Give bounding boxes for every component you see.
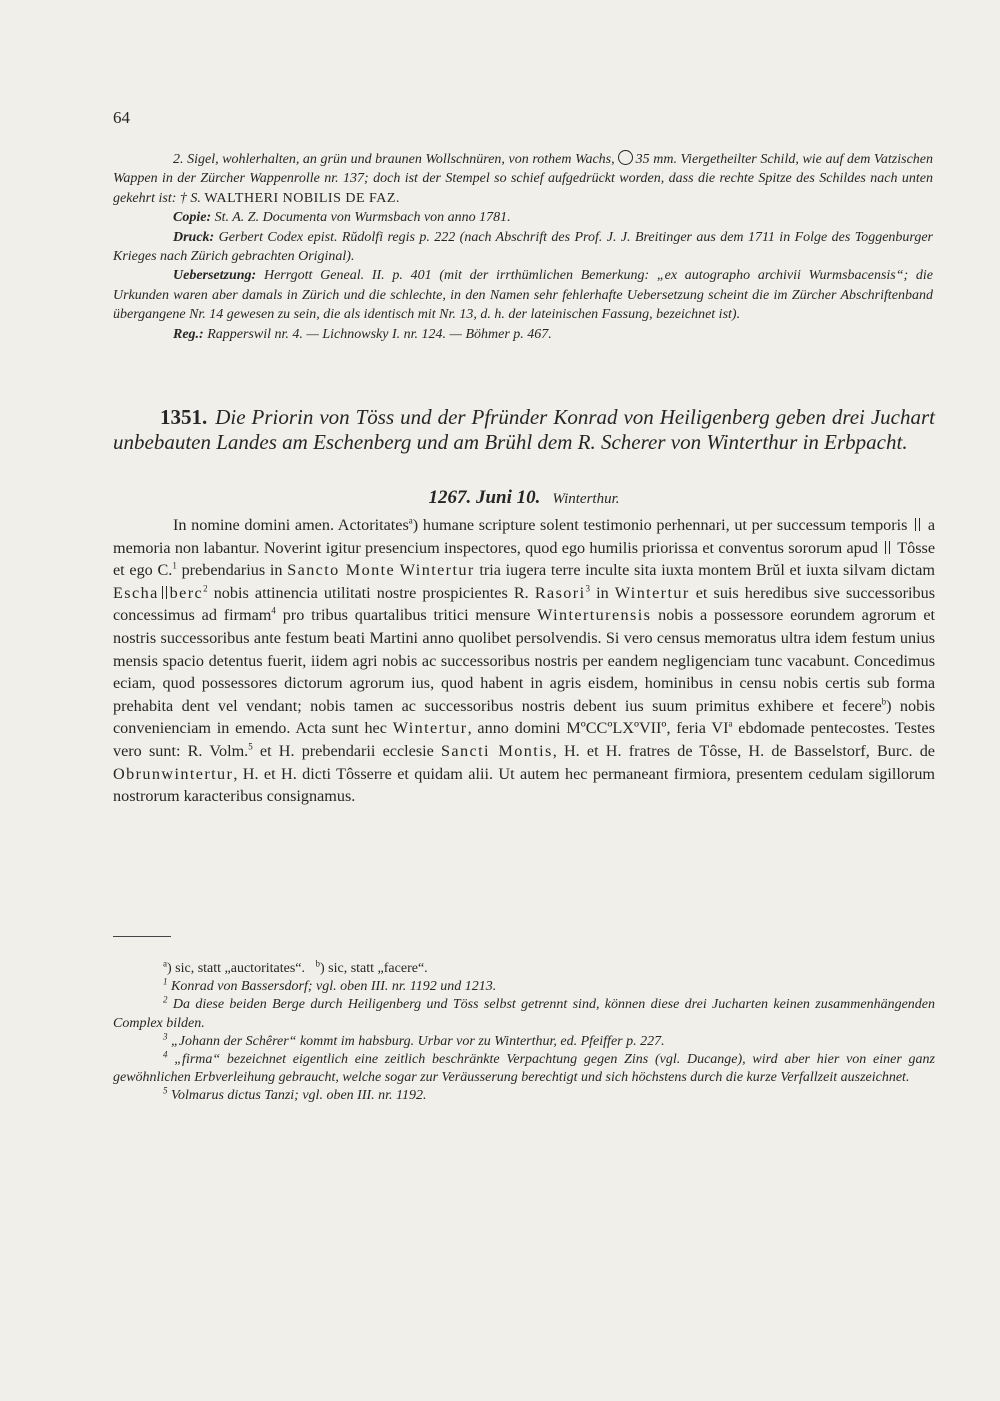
- previous-document-notes: [113, 150, 933, 344]
- document-number: 1351.: [160, 405, 208, 429]
- uebersetzung-note: Uebersetzung: Herrgott Geneal. II. p. 401 (mit der irrthümlichen Bemerkung: „ex autographo archivii Wurmsbacensis“; die Urkunden waren aber damals in Zürich und die schlechte, in den Namen sehr fehlerhafte Uebersetzung scheint die im Zürcher Abschriftenband übergangene Nr. 14 gewesen zu sein, die als identisch mit Nr. 13, d. h. der lateinischen Fassung, bezeichnet ist).: [113, 268, 934, 323]
- line-break-marker: [915, 518, 920, 531]
- latin-charter-text: [113, 514, 935, 808]
- footnote-2: $^2$ Da diese beiden Berge durch Heiligenberg und Töss selbst getrennt sind, können diese drei Jucharten keinen zusammenhängenden Complex bilden.: [113, 994, 936, 1031]
- druck-note: Druck: Gerbert Codex epist. Rŭdolfi regis p. 222 (nach Abschrift des Prof. J. J. Breitinger aus dem 1711 in Folge des Toggenburger Krieges nach Zürich gebrachten Original).: [113, 229, 934, 265]
- footnote-divider: [113, 936, 171, 937]
- footnote-5: $^5$ Volmarus dictus Tanzi; vgl. oben III. nr. 1192.: [163, 1085, 427, 1104]
- regest-note: Reg.: Rapperswil nr. 4. — Lichnowsky I. nr. 124. — Böhmer p. 467.: [173, 326, 552, 342]
- footnote-4: $^4$ „firma“ bezeichnet eigentlich eine zeitlich beschränkte Verpachtung gegen Zins (vgl. Ducange), wird aber hier von einer ganz gewöhnlichen Erbverleihung gebraucht, welche sogar zur Veräusserung berechtigt und sich höchstens durch die kurze Verfallzeit auszeichnet.: [113, 1049, 936, 1086]
- document-place: Winterthur.: [552, 491, 620, 507]
- charter-paragraph: In nomine domini amen. Actoritates$^a$) humane scripture solent testimonio perhennari, ut per successum temporis a memoria non labantur. Noverint igitur presencium inspectores, quod ego humilis priorissa et conventus sororum apud Tôsse et ego C.$^1$ prebendarius in Sancto Monte Wintertur tria iugera terre inculte sita iuxta montem Brŭl et iuxta silvam dictam Escha berc$^2$ nobis attinencia utilitati nostre prospicientes R. Rasori$^3$ in Wintertur et suis heredibus sive successoribus concessimus ad firmam$^4$ pro tribus quartalibus tritici mensure Winterturensis nobis a possessore eorundem agrorum et nostris successoribus ante festum beati Martini anno quolibet persolvendis. Si vero census memoratus ultra idem festum unius mensis spacio detentus fuerit, iidem agri nobis ac successoribus nostris per eandem negligenciam tunc vacabunt. Concedimus eciam, quod possessores dictorum agrorum ius, quod habent in agris eisdem, hominibus in censu nobis certis sub forma prehabita dent vel vendant; nobis tamen ac successoribus nostris debent ius suum primitus exhibere et fecere$^b$) nobis convenienciam in emendo. Acta sunt hec Wintertur, anno domini MºCCºLXºVIIº, feria $VI^a$ ebdomade pentecostes. Testes vero sunt: R. Volm.$^5$ et H. prebendarii ecclesie Sancti Montis, H. et H. fratres de Tôsse, H. de Basselstorf, Burc. de Obrunwintertur, H. et H. dicti Tôsserre et quidam alii. Ut autem hec permaneant firmiora, presentem cedulam sigillorum nostrorum karacteribus consignamus.: [113, 515, 936, 806]
- document-title: Die Priorin von Töss und der Pfründer Konrad von Heiligenberg geben drei Juchart unbebauten Landes am Eschenberg und am Brühl dem R. Scherer von Winterthur in Erbpacht.: [113, 405, 935, 454]
- copie-note: Copie: St. A. Z. Documenta von Wurmsbach von anno 1781.: [173, 210, 511, 226]
- line-break-marker: [885, 541, 890, 554]
- seal-description: 2. Sigel, wohlerhalten, an grün und braunen Wollschnüren, von rothem Wachs, 35 mm. Viergetheilter Schild, wie auf dem Vatzischen Wappen in der Zürcher Wappenrolle nr. 137; doch ist der Stempel so schief aufgedrückt worden, dass die rechte Spitze des Schildes nach unten gekehrt ist: † S. WALTHERI NOBILIS DE FAZ.: [113, 152, 934, 206]
- footnote-ab: $^a$) sic, statt „auctoritates“. $^b$) sic, statt „facere“.: [163, 958, 428, 976]
- circle-icon: [618, 150, 633, 165]
- footnote-3: $^3$ „Johann der Schêrer“ kommt im habsburg. Urbar vor zu Winterthur, ed. Pfeiffer p. 227.: [163, 1031, 665, 1049]
- footnote-1: $^1$ Konrad von Bassersdorf; vgl. oben III. nr. 1192 und 1213.: [163, 976, 497, 995]
- seal-legend: WALTHERI NOBILIS DE FAZ.: [204, 190, 400, 206]
- document-date-line: [113, 487, 935, 509]
- page-number: 64: [113, 108, 130, 127]
- line-break-marker: [162, 586, 167, 599]
- footnotes: [113, 960, 935, 1106]
- document-date: 1267. Juni 10.: [428, 487, 541, 508]
- document-heading: [113, 405, 935, 455]
